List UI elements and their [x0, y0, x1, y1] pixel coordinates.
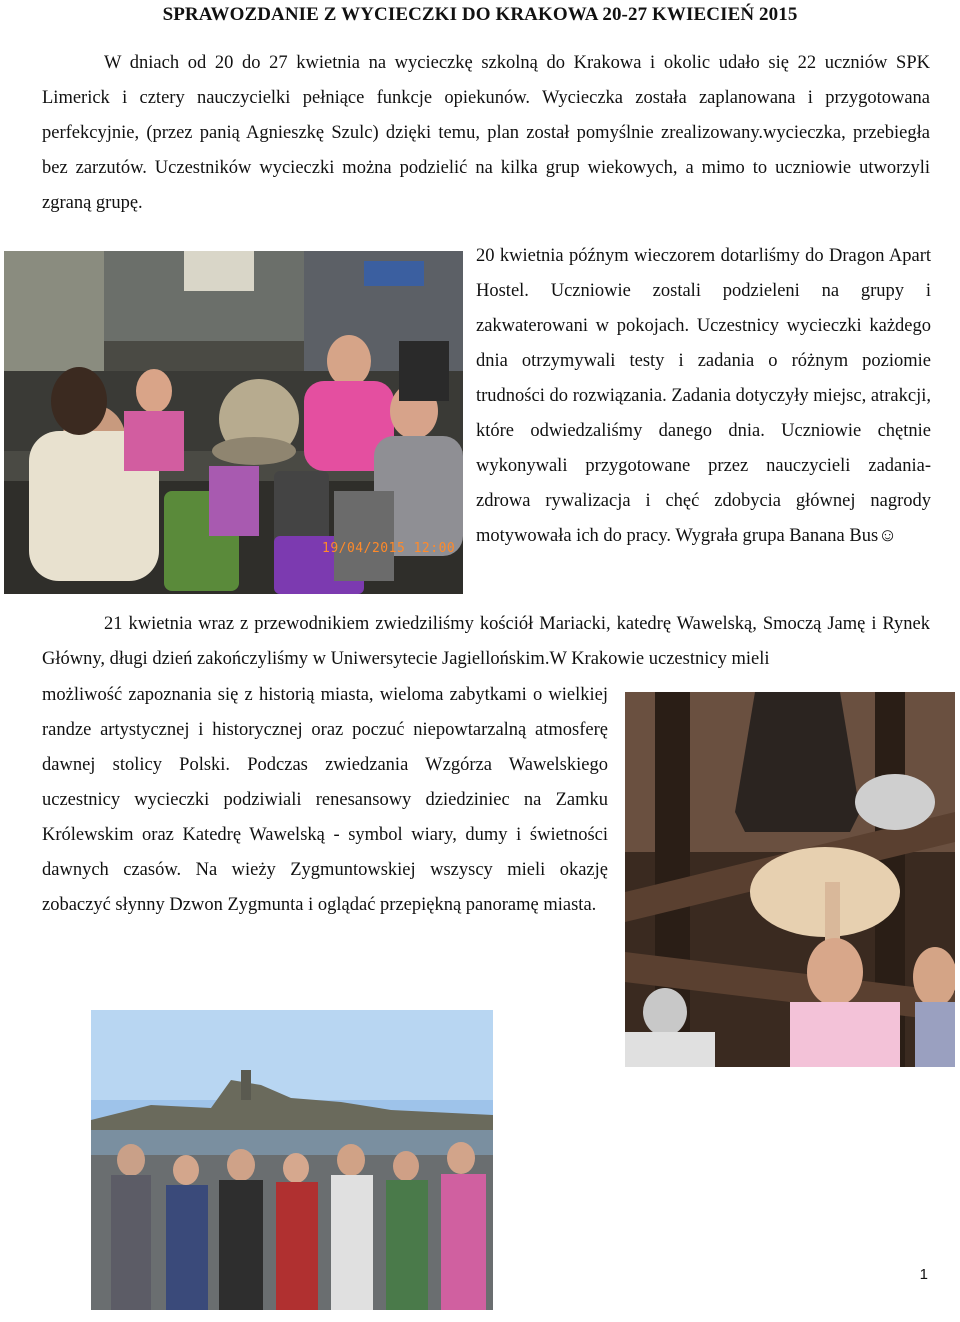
page-number: 1 [919, 1266, 928, 1283]
paragraph-intro: W dniach od 20 do 27 kwietnia na wycieczkę szkolną do Krakowa i okolic udało się 22 uczniów SPK Limerick i cztery nauczycielki pełniące funkcje opiekunów. Wycieczka została zaplanowana i przygotowana perfekcyjnie, (przez panią Agnieszkę Szulc) dzięki temu, plan został pomyślnie zrealizowany.wycieczka, przebiegła bez zarzutów. Uczestników wycieczki można podzielić na kilka grup wiekowych, a mimo to uczniowie utworzyli zgraną grupę. [42, 53, 930, 213]
photo-airport-group [4, 251, 463, 594]
photo-date-stamp: 19/04/2015 12:00 [322, 541, 456, 556]
paragraph-hostel: 20 kwietnia późnym wieczorem dotarliśmy do Dragon Apart Hostel. Uczniowie zostali podzieleni na grupy i zakwaterowani w pokojach. Uczestnicy wycieczki każdego dnia otrzymywali testy i zadania o różnym poziomie trudności do rozwiązania. Zadania dotyczyły miejsc, atrakcji, które odwiedzaliśmy danego dnia. Uczniowie chętnie wykonywali przygotowane przez nauczycieli zadania-zdrowa rywalizacja i chęć zdobycia głównej nagrody motywowała ich do pracy. Wygrała grupa Banana Bus☺ [476, 246, 931, 546]
document-title: SPRAWOZDANIE Z WYCIECZKI DO KRAKOWA 20-27 KWIECIEŃ 2015 [162, 4, 798, 25]
photo-group-wawel-panorama [91, 1010, 493, 1310]
paragraph-wawel: możliwość zapoznania się z historią miasta, wieloma zabytkami o wielkiej randze artystycznej i historycznej oraz poczuć niepowtarzalną atmosferę dawnej stolicy Polski. Podczas zwiedzania Wzgórza Wawelskiego uczestnicy wycieczki podziwiali renesansowy dziedziniec na Zamku Królewskim oraz Katedrę Wawelską - symbol wiary, dumy i świetności dawnych czasów. Na wieży Zygmuntowskiej wszyscy mieli okazję zobaczyć słynny Dzwon Zygmunta i oglądać przepiękną panoramę miasta. [42, 685, 608, 915]
paragraph-day2-intro: 21 kwietnia wraz z przewodnikiem zwiedziliśmy kościół Mariacki, katedrę Wawelską, Smoczą Jamę i Rynek Główny, długi dzień zakończyliśmy w Uniwersytecie Jagiellońskim.W Krakowie uczestnicy mieli [42, 614, 930, 669]
photo-sigismund-bell [625, 692, 955, 1067]
